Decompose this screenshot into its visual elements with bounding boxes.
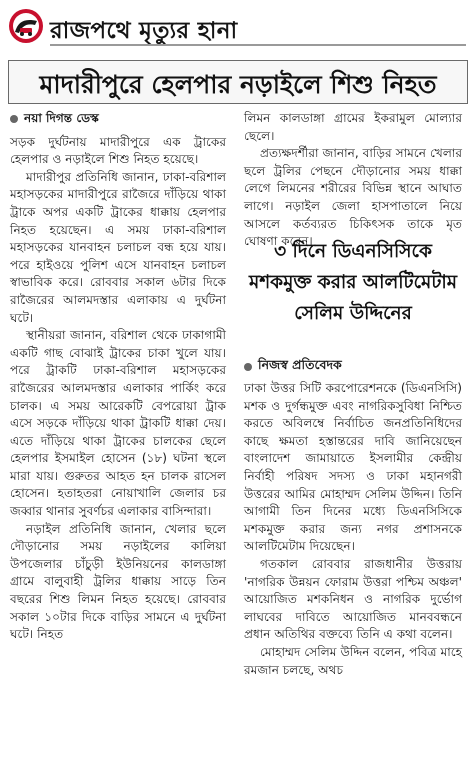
- section-logo-icon: [8, 8, 44, 44]
- desk-text: নিজস্ব প্রতিবেদক: [258, 357, 342, 372]
- paragraph: মোহাম্মদ সেলিম উদ্দিন বলেন, পবিত্র মাহে রমজান চলছে, অথচ: [244, 644, 462, 677]
- article-left-column: [10, 110, 226, 644]
- section-header: [8, 4, 466, 48]
- paragraph: সড়ক দুর্ঘটনায় মাদারীপুরে এক ট্রাকের হেলপার ও নড়াইলে শিশু নিহত হয়েছে।: [10, 134, 226, 167]
- paragraph: নড়াইল প্রতিনিধি জানান, খেলার ছলে দৌড়ানোর সময় নড়াইলের কালিয়া উপজেলার চাঁচুড়ী ইউনিয়নের কালডাঙ্গা গ্রামে বালুবাহী ট্রলির ধাক্কায় সাড়ে তিন বছরের শিশু লিমন নিহত হয়েছে। রোববার সকাল ১০টার দিকে বাড়ির সামনে এ দুর্ঘটনা ঘটে। নিহত: [10, 521, 226, 642]
- bullet-dot-icon: [10, 115, 18, 123]
- paragraph: গতকাল রোববার রাজধানীর উত্তরায় 'নাগরিক উন্নয়ন ফোরাম উত্তরা পশ্চিম অঞ্চল' আয়োজিত মশকনিধন ও নাগরিক দুর্ভোগ লাঘবের দাবিতে আয়োজিত মানববন্ধনে প্রধান অতিথির বক্তব্যে তিনি এ কথা বলেন।: [244, 556, 462, 642]
- section-rule: [50, 44, 466, 46]
- article-headline: মাদারীপুরে হেলপার নড়াইলে শিশু নিহত: [39, 70, 437, 99]
- bullet-dot-icon: [244, 363, 252, 371]
- paragraph: ঢাকা উত্তর সিটি করপোরেশনকে (ডিএনসিসি) মশক ও দুর্গন্ধমুক্ত এবং নাগরিকসুবিধা নিশ্চিত করতে অবিলম্বে নির্বাচিত জনপ্রতিনিধিদের কাছে ক্ষমতা হস্তান্তরের দাবি জানিয়েছেন বাংলাদেশ জামায়াতে ইসলামীর কেন্দ্রীয় নির্বাহী পরিষদ সদস্য ও ঢাকা মহানগরী উত্তরের আমির মোহাম্মদ সেলিম উদ্দিন। তিনি আগামী তিন দিনের মধ্যে ডিএনসিসিকে মশকমুক্ত করার জন্য নগর প্রশাসনকে আলটিমেটাম দিয়েছেন।: [244, 381, 462, 554]
- paragraph: মাদারীপুর প্রতিনিধি জানান, ঢাকা-বরিশাল মহাসড়কের মাদারীপুরে রাজৈরে দাঁড়িয়ে থাকা ট্রাকে অপর একটি ট্রাকের ধাক্কায় হেলপার নিহত হয়েছেন। এ সময় ঢাকা-বরিশাল মহাসড়কের যানবাহন চলাচল বন্ধ হয়ে যায়। পরে হাইওয়ে পুলিশ এসে যানবাহন চলাচল স্বাভাবিক করে। রোববার সকাল ৬টার দিকে রাজৈরের আলমদস্তার এলাকায় এ দুর্ঘটনা ঘটে।: [10, 169, 226, 325]
- section-title: রাজপথে মৃত্যুর হানা: [50, 18, 238, 44]
- desk-text: নয়া দিগন্ত ডেস্ক: [24, 111, 99, 125]
- article2-desk: [244, 357, 342, 377]
- paragraph: লিমন কালডাঙ্গা গ্রামের ইকরামুল মোল্যার ছেলে।: [244, 111, 462, 143]
- article2-body: [244, 380, 462, 679]
- paragraph: প্রত্যক্ষদর্শীরা জানান, বাড়ির সামনে খেলার ছলে ট্রলির পেছনে দৌড়ানোর সময় ধাক্কা লেগে লিমনের শরীরের বিভিন্ন স্থানে আঘাত লাগে। নড়াইল জেলা হাসপাতালে নিয়ে আসলে কর্তব্যরত চিকিৎসক তাকে মৃত ঘোষণা করেন।: [244, 146, 462, 249]
- headline-box: [8, 60, 468, 104]
- article-right-column: [244, 110, 462, 251]
- paragraph: স্থানীয়রা জানান, বরিশাল থেকে ঢাকাগামী একটি গাছ বোঝাই ট্রাকের চাকা খুলে যায়। পরে ট্রাকটি ঢাকা-বরিশাল মহাসড়কের রাজৈরের আলমদস্তার এলাকার পার্কিং করে চালক। এ সময় আরেকটি বেপরোয়া ট্রাক এসে সড়কে দাঁড়িয়ে থাকা ট্রাকটি ধাক্কা দেয়। এতে দাঁড়িয়ে থাকা ট্রাকের চালকের ছেলে হেলপার ইসমাইল হোসেন (১৮) ঘটনা স্থলে মারা যায়। গুরুতর আহত হন চালক রাসেল হোসেন। হতাহতরা নোয়াখালি জেলার চর জব্বার থানার সুবর্ণচর এলাকার বাসিন্দারা।: [10, 328, 226, 519]
- desk-label: [10, 110, 226, 128]
- article2-headline: ৩ দিনে ডিএনসিসিকে মশকমুক্ত করার আলটিমেটাম সেলিম উদ্দিনের: [248, 241, 458, 324]
